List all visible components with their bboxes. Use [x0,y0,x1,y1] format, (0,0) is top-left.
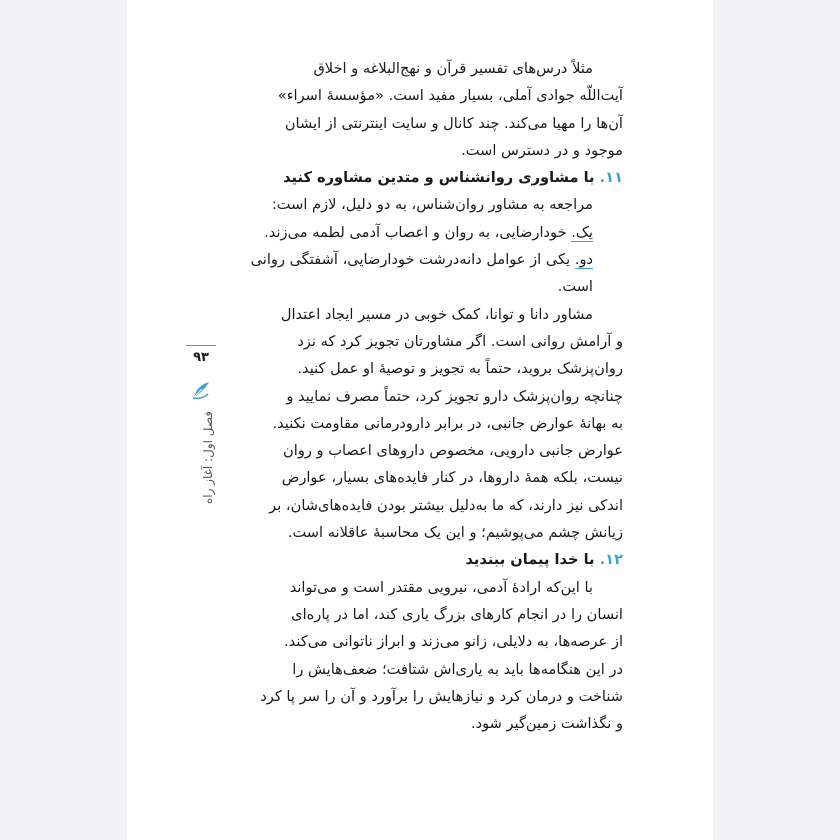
reason-2-label: دو. [574,251,593,269]
reason-2-cont: است. [557,278,593,296]
feather-logo-icon [190,379,212,401]
reason-2-text: یکی از عوامل دانه‌درشت خودارضایی، آشفتگی روانی [250,251,571,269]
body-line: انسان را در انجام کارهای بزرگ یاری کند، اما در پاره‌ای [291,605,623,623]
body-line: روان‌پزشک بروید، حتماً به تجویز و توصیهٔ او عمل کنید. [297,360,623,378]
body-line: زیانش چشم می‌پوشیم؛ و این یک محاسبهٔ عاقلانه است. [287,524,623,542]
section-12-title: با خدا پیمان ببندید [465,551,595,569]
reason-1-label: یک. [571,223,593,241]
section-11-number: ۱۱. [599,169,623,187]
body-line: مشاور دانا و توانا، کمک خوبی در مسیر ایجاد اعتدال [280,305,593,323]
body-line: و نگذاشت زمین‌گیر شود. [470,715,623,733]
intro-line: آیت‌اللّه جوادی آملی، بسیار مفید است. «مؤسسهٔ اسراء» [277,87,623,105]
body-line: از عرصه‌ها، به دلایلی، زانو می‌زند و ابراز ناتوانی می‌کند. [284,633,623,651]
intro-line: آن‌ها را مهیا می‌کند. چند کانال و سایت اینترنتی از ایشان [284,114,623,132]
body-line: عوارض جانبی دارویی، مخصوص داروهای اعصاب و روان [283,442,623,460]
reason-1 [243,219,623,246]
body-line: و آرامش روانی است. اگر مشاورتان تجویز کرد که نزد [297,332,623,350]
text-column [243,55,623,737]
body-line: اندکی نیز دارند، که ما به‌دلیل بیشتر بودن فایده‌های‌شان، بر [269,496,623,514]
section-11-heading [243,164,623,191]
section-11-intro: مراجعه به مشاور روان‌شناس، به دو دلیل، لازم است: [271,196,593,214]
section-11-title: با مشاوری روانشناس و متدین مشاوره کنید [283,169,595,187]
body-line: چنانچه روان‌پزشک دارو تجویز کرد، حتماً مصرف نمایید و [286,387,623,405]
body-line: با این‌که ارادهٔ آدمی، نیرویی مقتدر است و می‌تواند [289,578,593,596]
chapter-label: فصل اول: آغاز راه [201,411,215,505]
reason-1-text: خودارضایی، به روان و اعصاب آدمی لطمه می‌زند. [264,223,567,241]
page-number: ۹۳ [186,345,216,365]
body-line: نیست، بلکه همهٔ داروها، در کنار فایده‌های بسیار، عوارض [281,469,623,487]
body-line: شناخت و درمان کرد و نیازهایش را برآورد و آن را سر پا کرد [260,687,623,705]
reason-2 [243,246,623,273]
page-margin-marker [186,345,216,505]
section-12-number: ۱۲. [599,551,623,569]
body-line: در این هنگامه‌ها باید به یاری‌اش شتافت؛ ضعف‌هایش را [292,660,623,678]
section-12-heading [243,546,623,573]
intro-line: موجود و در دسترس است. [461,141,623,159]
body-line: به بهانهٔ عوارض جانبی، در برابر دارودرمانی مقاومت نکنید. [272,414,623,432]
intro-line: مثلاً درس‌های تفسیر قرآن و نهج‌البلاغه و اخلاق [313,60,593,77]
